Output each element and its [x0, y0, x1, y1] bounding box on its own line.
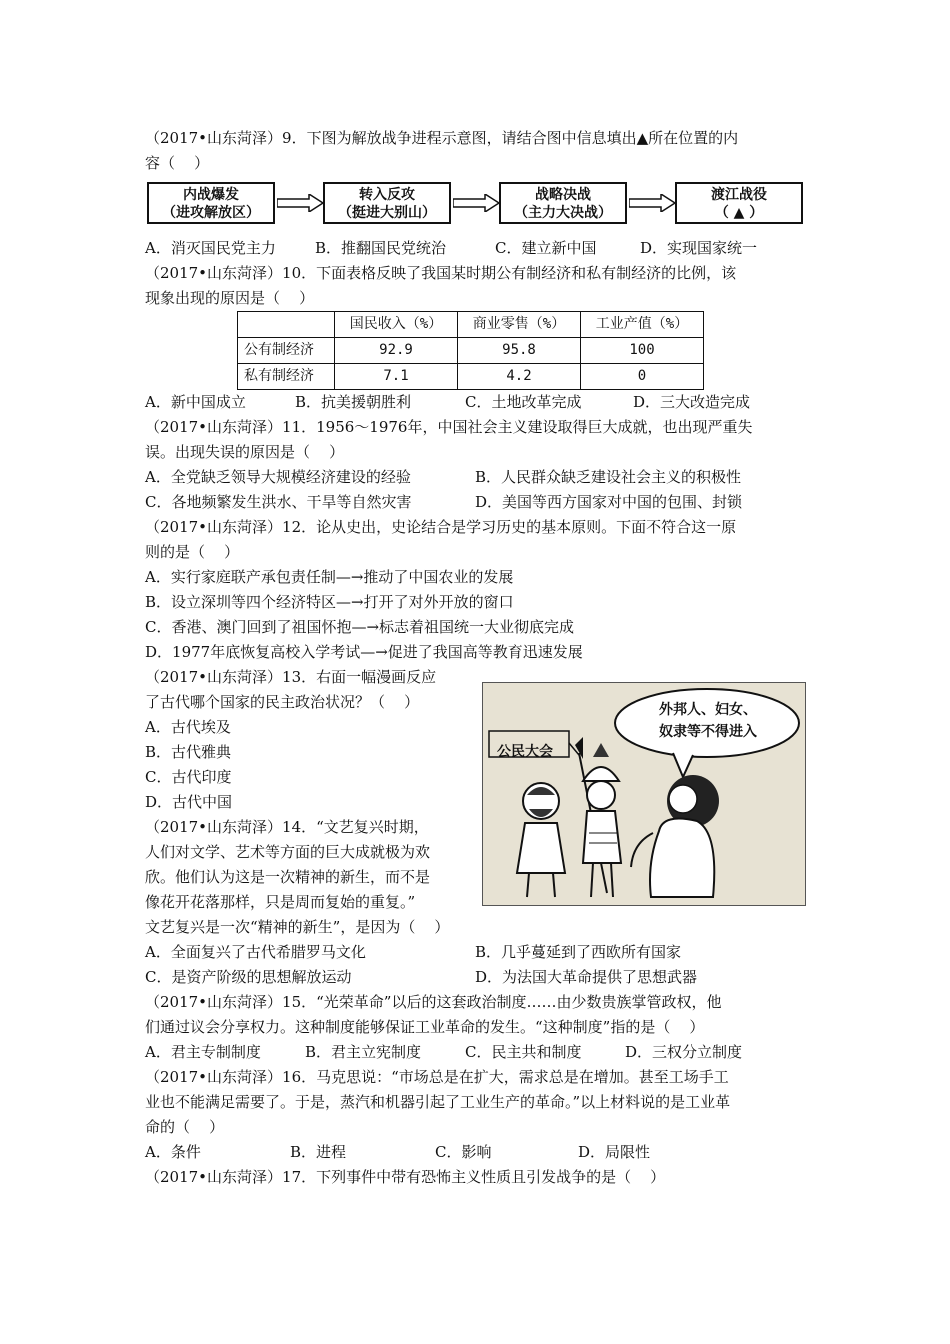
exam-page	[145, 126, 810, 1190]
q9-option-a[interactable]: A．消灭国民党主力	[145, 239, 276, 257]
q16-stem-line-3: 命的（ ）	[145, 1118, 225, 1136]
speech-line-2: 奴隶等不得进入	[659, 724, 757, 740]
flow-arrow-icon	[277, 194, 323, 212]
q12-stem-line-1: （2017•山东菏泽）12．论从史出，史论结合是学习历史的基本原则。下面不符合这一原	[145, 518, 737, 536]
flow-box-2-line-2: （挺进大别山）	[338, 205, 436, 221]
q10-stem-line-2: 现象出现的原因是（ ）	[145, 289, 315, 307]
q16-option-c[interactable]: C．影响	[435, 1143, 492, 1161]
q9-stem-line-2: 容（ ）	[145, 154, 210, 172]
flow-box-1-line-2: （进攻解放区）	[162, 205, 260, 221]
q11-option-c[interactable]: C．各地频繁发生洪水、干旱等自然灾害	[145, 493, 412, 511]
q14-stem-line-2: 人们对文学、艺术等方面的巨大成就极为欢	[145, 843, 431, 861]
q13-cartoon-image	[482, 682, 806, 906]
q16-options	[145, 1140, 810, 1165]
q11-option-b[interactable]: B．人民群众缺乏建设社会主义的积极性	[475, 468, 742, 486]
cartoon-sign-text: 公民大会	[497, 744, 553, 760]
q9-flow-diagram	[147, 182, 810, 228]
table-cell: 0	[581, 364, 704, 390]
cartoon-speech-bubble	[633, 699, 783, 743]
q14-option-c[interactable]: C．是资产阶级的思想解放运动	[145, 968, 352, 986]
flow-arrow-icon	[629, 194, 675, 212]
table-row	[238, 364, 704, 390]
q14-option-d[interactable]: D．为法国大革命提供了思想武器	[475, 968, 698, 986]
q11-stem-line-2: 误。出现失误的原因是（ ）	[145, 443, 345, 461]
q13-stem-line-2: 了古代哪个国家的民主政治状况？（ ）	[145, 693, 420, 711]
q12-option-d[interactable]: D．1977年底恢复高校入学考试—→促进了我国高等教育迅速发展	[145, 643, 583, 661]
flow-box-1	[147, 182, 275, 224]
table-row	[238, 338, 704, 364]
table-cell: 4.2	[458, 364, 581, 390]
table-header-row	[238, 312, 704, 338]
q15-option-d[interactable]: D．三权分立制度	[625, 1043, 743, 1061]
q10-option-d[interactable]: D．三大改造完成	[633, 393, 751, 411]
q12-option-c[interactable]: C．香港、澳门回到了祖国怀抱—→标志着祖国统一大业彻底完成	[145, 618, 575, 636]
q10-options	[145, 390, 810, 415]
table-cell: 100	[581, 338, 704, 364]
q13-option-b[interactable]: B．古代雅典	[145, 743, 232, 761]
q14-option-b[interactable]: B．几乎蔓延到了西欧所有国家	[475, 943, 682, 961]
q13-option-c[interactable]: C．古代印度	[145, 768, 232, 786]
flow-box-3	[499, 182, 627, 224]
q14-option-a[interactable]: A．全面复兴了古代希腊罗马文化	[145, 943, 366, 961]
q14-stem-line-1: （2017•山东菏泽）14．“文艺复兴时期，	[145, 818, 429, 836]
q12-option-a[interactable]: A．实行家庭联产承包责任制—→推动了中国农业的发展	[145, 568, 514, 586]
q16-option-a[interactable]: A．条件	[145, 1143, 201, 1161]
q9-stem-line-1: （2017•山东菏泽）9．下图为解放战争进程示意图，请结合图中信息填出▲所在位置的内	[145, 129, 739, 147]
table-header-cell: 商业零售（%）	[458, 312, 581, 338]
q13-option-d[interactable]: D．古代中国	[145, 793, 233, 811]
flow-box-1-line-1: 内战爆发	[183, 187, 239, 203]
table-cell: 95.8	[458, 338, 581, 364]
q11-stem-line-1: （2017•山东菏泽）11．1956～1976年，中国社会主义建设取得巨大成就，也出现严重失	[145, 418, 753, 436]
q15-stem-line-2: 们通过议会分享权力。这种制度能够保证工业革命的发生。“这种制度”指的是（ ）	[145, 1018, 705, 1036]
flow-box-4	[675, 182, 803, 224]
q13-option-a[interactable]: A．古代埃及	[145, 718, 231, 736]
q15-option-a[interactable]: A．君主专制制度	[145, 1043, 261, 1061]
q9-option-c[interactable]: C．建立新中国	[495, 239, 597, 257]
q16-option-d[interactable]: D．局限性	[578, 1143, 651, 1161]
q9-options	[145, 236, 810, 261]
q13-stem-line-1: （2017•山东菏泽）13．右面一幅漫画反应	[145, 668, 437, 686]
q16-stem-line-2: 业也不能满足需要了。于是，蒸汽和机器引起了工业生产的革命。”以上材料说的是工业革	[145, 1093, 731, 1111]
q10-option-c[interactable]: C．土地改革完成	[465, 393, 582, 411]
q10-option-a[interactable]: A．新中国成立	[145, 393, 246, 411]
table-cell: 92.9	[335, 338, 458, 364]
q15-option-c[interactable]: C．民主共和制度	[465, 1043, 582, 1061]
table-cell: 公有制经济	[238, 338, 335, 364]
table-header-cell	[238, 312, 335, 338]
q15-stem-line-1: （2017•山东菏泽）15．“光荣革命”以后的这套政治制度……由少数贵族掌管政权，他	[145, 993, 722, 1011]
flow-box-4-line-1: 渡江战役	[711, 187, 767, 203]
q11-option-a[interactable]: A．全党缺乏领导大规模经济建设的经验	[145, 468, 411, 486]
q9-option-b[interactable]: B．推翻国民党统治	[315, 239, 447, 257]
q14-options-row-1	[145, 940, 810, 965]
q12-stem-line-2: 则的是（ ）	[145, 543, 240, 561]
q11-option-d[interactable]: D．美国等西方国家对中国的包围、封锁	[475, 493, 743, 511]
q16-option-b[interactable]: B．进程	[290, 1143, 347, 1161]
q9-option-d[interactable]: D．实现国家统一	[640, 239, 758, 257]
q10-stem-line-1: （2017•山东菏泽）10．下面表格反映了我国某时期公有制经济和私有制经济的比例，该	[145, 264, 737, 282]
q14-stem-line-4: 像花开花落那样，只是周而复始的重复。”	[145, 893, 416, 911]
q12-option-b[interactable]: B．设立深圳等四个经济特区—→打开了对外开放的窗口	[145, 593, 514, 611]
q11-options-row-1	[145, 465, 810, 490]
table-cell: 私有制经济	[238, 364, 335, 390]
q14-stem-line-3: 欣。他们认为这是一次精神的新生，而不是	[145, 868, 431, 886]
table-cell: 7.1	[335, 364, 458, 390]
flow-arrow-icon	[453, 194, 499, 212]
table-header-cell: 国民收入（%）	[335, 312, 458, 338]
flow-box-2-line-1: 转入反攻	[359, 187, 415, 203]
flow-box-3-line-1: 战略决战	[535, 187, 591, 203]
q16-stem-line-1: （2017•山东菏泽）16．马克思说：“市场总是在扩大，需求总是在增加。甚至工场手工	[145, 1068, 729, 1086]
flow-box-3-line-2: （主力大决战）	[514, 205, 612, 221]
speech-line-1: 外邦人、妇女、	[659, 702, 757, 718]
q10-table	[237, 311, 704, 390]
q15-option-b[interactable]: B．君主立宪制度	[305, 1043, 422, 1061]
q14-options-row-2	[145, 965, 810, 990]
q15-options	[145, 1040, 810, 1065]
flow-box-2	[323, 182, 451, 224]
table-header-cell: 工业产值（%）	[581, 312, 704, 338]
flow-box-4-line-2: （ ▲ ）	[714, 205, 764, 221]
q14-stem-line-5: 文艺复兴是一次“精神的新生”，是因为（ ）	[145, 918, 450, 936]
q11-options-row-2	[145, 490, 810, 515]
q10-option-b[interactable]: B．抗美援朝胜利	[295, 393, 412, 411]
q17-stem-line-1: （2017•山东菏泽）17．下列事件中带有恐怖主义性质且引发战争的是（ ）	[145, 1168, 666, 1186]
